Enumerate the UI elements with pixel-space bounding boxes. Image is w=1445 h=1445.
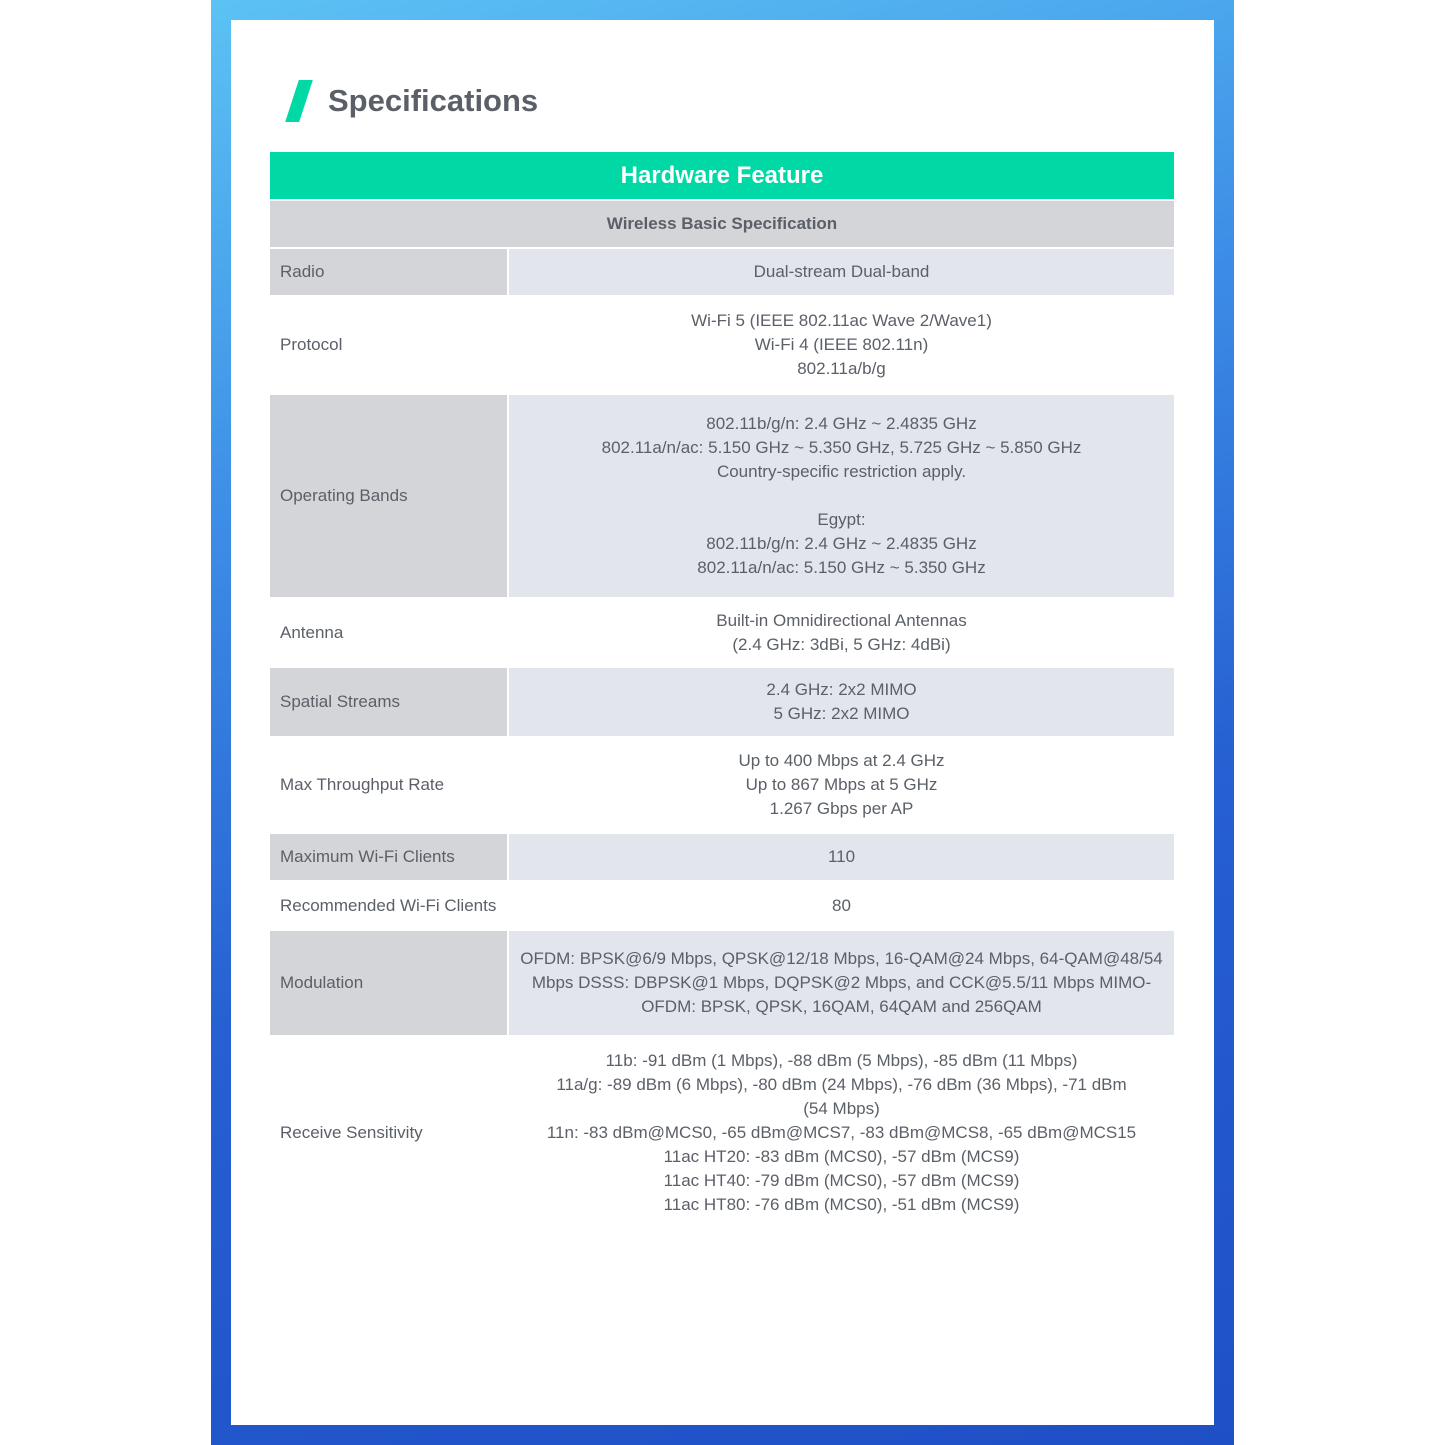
row-label: Recommended Wi-Fi Clients (280, 895, 497, 915)
page-title: Specifications (328, 83, 539, 118)
row-label: Max Throughput Rate (280, 775, 445, 794)
row-label: Maximum Wi-Fi Clients (270, 834, 507, 880)
table-row-operating-bands (270, 395, 1174, 597)
table-row-receive-sensitivity (270, 1037, 1174, 1229)
value-line: 802.11a/b/g (797, 359, 886, 378)
row-value (509, 599, 1174, 666)
row-value (509, 738, 1174, 832)
value-line: 1.267 Gbps per AP (769, 799, 914, 818)
value-line: Built-in Omnidirectional Antennas (716, 610, 967, 630)
spec-table (270, 152, 1174, 1229)
value-line: 2.4 GHz: 2x2 MIMO (766, 680, 917, 699)
row-label: Spatial Streams (270, 668, 507, 736)
table-header: Hardware Feature (270, 152, 1174, 199)
value-line: Dual-stream Dual-band (753, 262, 930, 281)
slash-accent-icon (285, 80, 313, 122)
value-line: Country-specific restriction apply. (716, 462, 967, 481)
value-line: Up to 400 Mbps at 2.4 GHz (738, 751, 945, 770)
page-heading (284, 78, 538, 124)
row-label: Operating Bands (270, 395, 507, 597)
row-value (509, 834, 1174, 880)
value-line: Egypt: (817, 510, 866, 529)
value-line: 80 (832, 895, 851, 915)
value-line: (2.4 GHz: 3dBi, 5 GHz: 4dBi) (732, 634, 951, 654)
row-value (509, 1037, 1174, 1229)
value-line: Wi-Fi 4 (IEEE 802.11n) (754, 335, 929, 354)
row-label: Radio (270, 249, 507, 295)
value-line: 802.11a/n/ac: 5.150 GHz ~ 5.350 GHz (697, 558, 986, 577)
row-value (509, 931, 1174, 1035)
value-line: 11ac HT80: -76 dBm (MCS0), -51 dBm (MCS9) (663, 1195, 1020, 1214)
value-line: Mbps DSSS: DBPSK@1 Mbps, DQPSK@2 Mbps, and CCK@5.5/11 Mbps MIMO- (531, 973, 1152, 992)
value-line: Up to 867 Mbps at 5 GHz (745, 775, 938, 794)
table-row-radio (270, 249, 1174, 295)
table-row-modulation (270, 931, 1174, 1035)
value-line: 802.11b/g/n: 2.4 GHz ~ 2.4835 GHz (706, 414, 977, 433)
row-label: Antenna (280, 622, 344, 642)
row-value (509, 668, 1174, 736)
table-row-protocol (270, 297, 1174, 393)
value-line: 5 GHz: 2x2 MIMO (773, 704, 910, 723)
row-value (509, 882, 1174, 929)
value-line: 11ac HT20: -83 dBm (MCS0), -57 dBm (MCS9) (663, 1147, 1020, 1166)
table-subheader: Wireless Basic Specification (270, 201, 1174, 247)
value-line: (54 Mbps) (803, 1099, 880, 1118)
table-row-max-throughput (270, 738, 1174, 832)
value-line: OFDM: BPSK, QPSK, 16QAM, 64QAM and 256QAM (641, 997, 1042, 1016)
value-line: 11a/g: -89 dBm (6 Mbps), -80 dBm (24 Mbps), -76 dBm (36 Mbps), -71 dBm (556, 1075, 1127, 1094)
value-line: 11n: -83 dBm@MCS0, -65 dBm@MCS7, -83 dBm@MCS8, -65 dBm@MCS15 (546, 1123, 1137, 1142)
row-label: Receive Sensitivity (280, 1123, 423, 1142)
value-line: 11b: -91 dBm (1 Mbps), -88 dBm (5 Mbps), -85 dBm (11 Mbps) (605, 1051, 1078, 1070)
row-value (509, 297, 1174, 393)
value-line: 11ac HT40: -79 dBm (MCS0), -57 dBm (MCS9) (663, 1171, 1020, 1190)
table-row-max-clients (270, 834, 1174, 880)
table-row-spatial-streams (270, 668, 1174, 736)
row-label: Modulation (270, 931, 507, 1035)
row-value (509, 249, 1174, 295)
table-row-antenna (270, 599, 1174, 666)
table-row-recommended-clients (270, 882, 1174, 929)
value-line: 802.11b/g/n: 2.4 GHz ~ 2.4835 GHz (706, 534, 977, 553)
value-line: OFDM: BPSK@6/9 Mbps, QPSK@12/18 Mbps, 16-QAM@24 Mbps, 64-QAM@48/54 (520, 949, 1163, 968)
row-value (509, 395, 1174, 597)
value-line: 802.11a/n/ac: 5.150 GHz ~ 5.350 GHz, 5.725 GHz ~ 5.850 GHz (601, 438, 1082, 457)
value-line: Wi-Fi 5 (IEEE 802.11ac Wave 2/Wave1) (691, 311, 992, 330)
row-label: Protocol (280, 335, 343, 354)
value-line: 110 (827, 847, 856, 866)
